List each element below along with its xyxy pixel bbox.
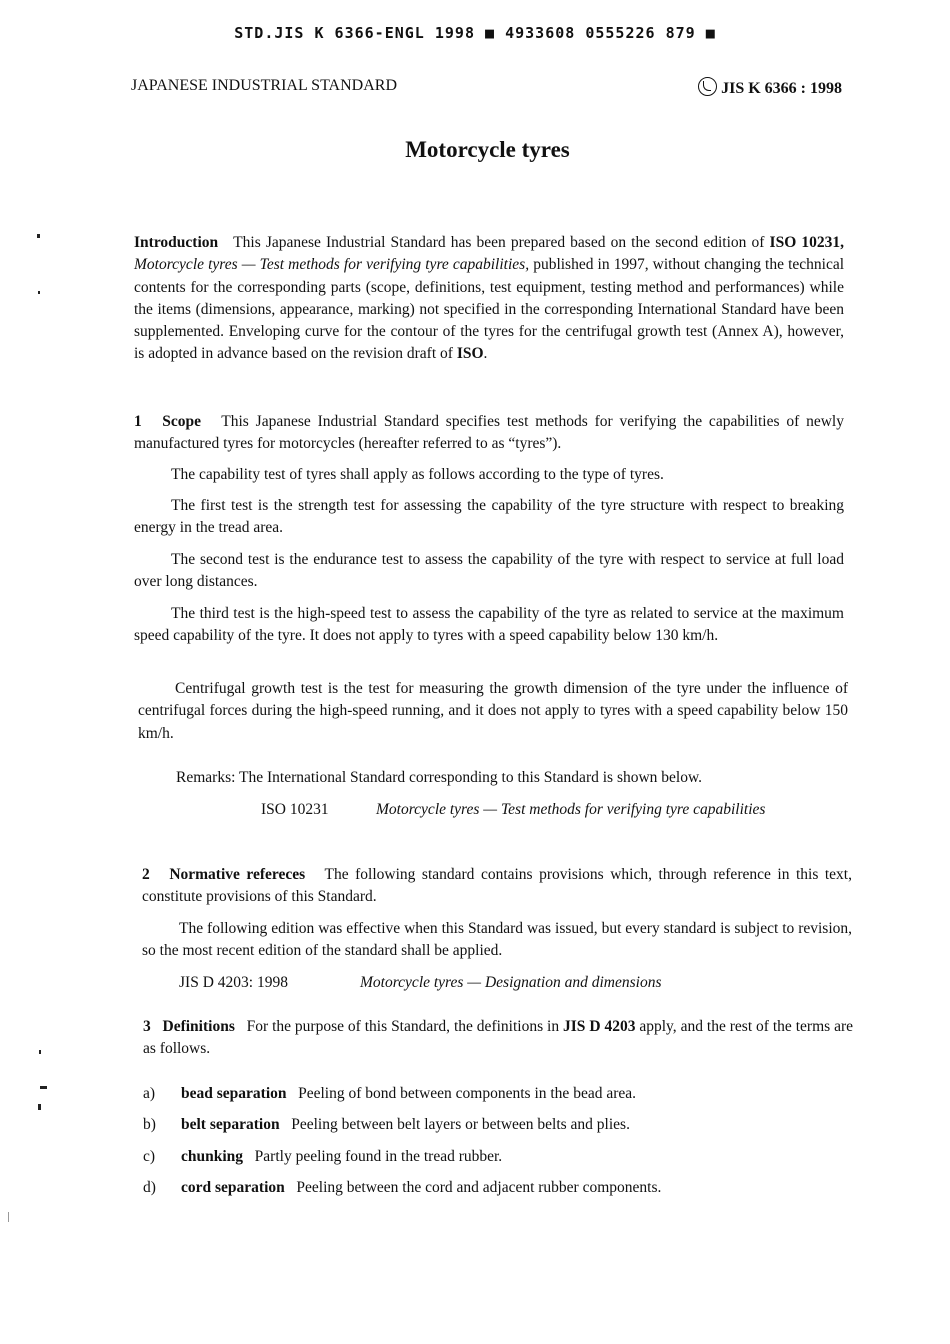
definition-item (143, 1146, 502, 1168)
standard-number: JIS K 6366 : 1998 (721, 80, 842, 97)
scope-p3: The first test is the strength test for assessing the capability of the tyre structure with respect to breaking energy in the tread area. (134, 497, 844, 537)
scan-speck (39, 1050, 41, 1054)
definitions-section (143, 1016, 853, 1061)
definition-item (143, 1083, 636, 1105)
definition-term: belt separation (181, 1116, 280, 1133)
definition-term: cord separation (181, 1179, 285, 1196)
definitions-text-1: For the purpose of this Standard, the definitions in (246, 1018, 560, 1035)
definition-text: Partly peeling found in the tread rubber. (254, 1148, 503, 1165)
scope-p2-block (134, 464, 844, 486)
remarks-title: Motorcycle tyres — Test methods for verifying tyre capabilities (376, 801, 766, 818)
definitions-jis-ref: JIS D 4203 (563, 1018, 636, 1035)
definition-label: a) (143, 1085, 156, 1102)
scope-number: 1 (134, 413, 142, 430)
scope-p5-block (134, 603, 844, 648)
scope-p3-block (134, 495, 844, 540)
normative-number: 2 (142, 866, 150, 883)
definition-text: Peeling between belt layers or between belts and plies. (291, 1116, 630, 1133)
definition-label: c) (143, 1148, 156, 1165)
introduction-heading: Introduction (134, 234, 219, 251)
scope-p4-block (134, 549, 844, 594)
introduction-text-1: This Japanese Industrial Standard has been prepared based on the second edition of (233, 234, 765, 251)
scope-section (134, 411, 844, 456)
definitions-text-2: apply, and the rest of the terms are as follows. (143, 1018, 854, 1058)
scope-p1: This Japanese Industrial Standard specifies test methods for verifying the capabilities of newly manufactured tyres for motorcycles (hereafter referred to as “tyres”). (134, 413, 844, 453)
introduction-section (134, 232, 844, 366)
scope-p5: The third test is the high-speed test to assess the capability of the tyre as related to service at the maximum speed capability of the tyre. It does not apply to tyres with a speed capability below 130 km/h. (134, 605, 844, 645)
definitions-number: 3 (143, 1018, 151, 1035)
scan-speck (38, 291, 40, 294)
definition-term: chunking (181, 1148, 244, 1165)
remarks-code: ISO 10231 (261, 801, 329, 818)
normative-ref-code: JIS D 4203: 1998 (179, 974, 288, 991)
introduction-iso-ref: ISO 10231, (769, 234, 844, 251)
definition-text: Peeling of bond between components in the bead area. (298, 1085, 636, 1102)
definition-item (143, 1114, 630, 1136)
scope-p4: The second test is the endurance test to assess the capability of the tyre with respect to service at full load over long distances. (134, 551, 844, 591)
definition-label: d) (143, 1179, 156, 1196)
normative-ref (179, 972, 662, 994)
document-title: Motorcycle tyres (405, 137, 570, 162)
scan-speck (37, 234, 40, 238)
introduction-iso-title: Motorcycle tyres — Test methods for verifying tyre capabilities, (134, 256, 530, 274)
scope-p2: The capability test of tyres shall apply as follows according to the type of tyres. (171, 466, 664, 483)
scan-header-line: STD.JIS K 6366-ENGL 1998 ■ 4933608 0555226 879 ■ (234, 24, 716, 42)
normative-ref-title: Motorcycle tyres — Designation and dimensions (360, 974, 662, 991)
normative-p2: The following edition was effective when this Standard was issued, but every standard is subject to revision, so the most recent edition of the standard shall be applied. (142, 920, 852, 960)
scan-speck (8, 1212, 9, 1222)
definition-label: b) (143, 1116, 156, 1133)
standard-org: JAPANESE INDUSTRIAL STANDARD (131, 77, 397, 94)
introduction-text-iso: ISO (456, 345, 484, 363)
definitions-heading: Definitions (162, 1018, 235, 1035)
introduction-text-2: published in 1997, without changing the technical contents for the corresponding parts (scope, definitions, test equipment, testing method and performances) while the items (dimensions, appearance, marking) not specified in the corresponding International Standard have been supplemented. Enveloping curve for the contour of the tyres for the centrifugal growth test (Annex A), however, is adopted in advance based on the revision draft of (134, 256, 845, 363)
normative-heading: Normative refereces (169, 866, 306, 883)
scope-remarks: Remarks: The International Standard corresponding to this Standard is shown below. (176, 769, 703, 786)
scope-p6: Centrifugal growth test is the test for measuring the growth dimension of the tyre under the influence of centrifugal forces during the high-speed running, and it does not apply to tyres with a speed capability below 150 km/h. (138, 680, 848, 742)
definition-text: Peeling between the cord and adjacent rubber components. (296, 1179, 662, 1196)
scope-p6-block (138, 678, 848, 745)
jis-mark-icon (698, 77, 717, 96)
normative-section (142, 864, 852, 909)
definition-term: bead separation (181, 1085, 287, 1102)
standard-number-block (698, 77, 842, 98)
definition-item (143, 1177, 661, 1199)
scope-remarks-ref (261, 799, 851, 821)
scan-speck (38, 1104, 41, 1110)
scope-heading: Scope (162, 413, 202, 430)
scan-speck (40, 1086, 47, 1089)
introduction-text-end: . (483, 345, 488, 363)
normative-p1: The following standard contains provisions which, through reference in this text, constitute provisions of this Standard. (142, 866, 852, 906)
normative-p2-block (142, 918, 852, 963)
